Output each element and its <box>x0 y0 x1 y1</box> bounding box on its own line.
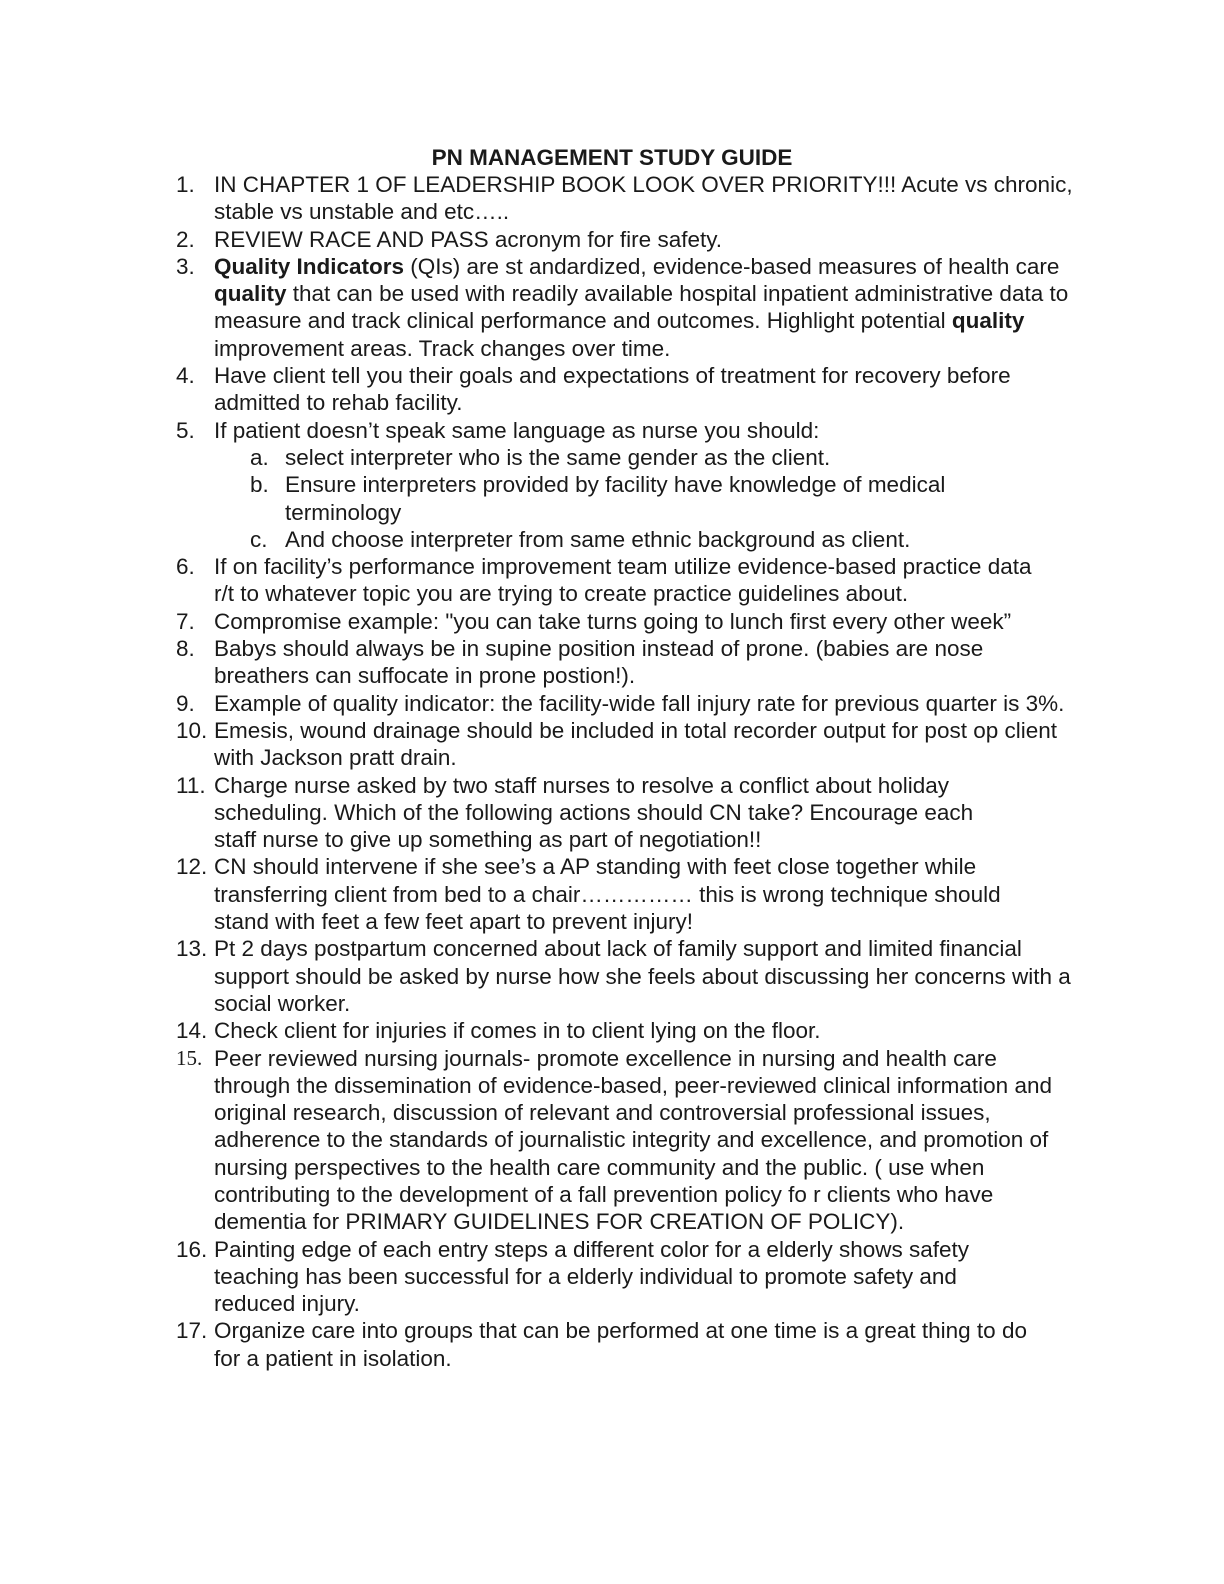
item-text: CN should intervene if she see’s a AP standing with feet close together while transferring client from bed to a chair…………… this is wrong technique should stand with feet a few feet apart to prevent injury! <box>214 854 1001 935</box>
list-item <box>0 1017 1224 1044</box>
item-text: If on facility’s performance improvement team utilize evidence-based practice data r/t to whatever topic you are trying to create practice guidelines about. <box>214 554 1032 607</box>
item-text: Have client tell you their goals and expectations of treatment for recovery before admitted to rehab facility. <box>214 363 1011 416</box>
study-guide-list <box>0 171 1224 1372</box>
sub-item <box>0 471 1224 526</box>
list-item <box>0 253 1224 362</box>
item-text: Check client for injuries if comes in to client lying on the floor. <box>214 1018 821 1044</box>
list-item <box>0 1317 1224 1372</box>
item-text-segment: that can be used with readily available hospital inpatient administrative data to measure and track clinical performance and outcomes. Highlight potential <box>214 281 1069 334</box>
item-text: If patient doesn’t speak same language as nurse you should: <box>214 417 820 443</box>
item-number: 11. <box>176 772 206 798</box>
item-number: 4. <box>176 363 195 389</box>
item-text <box>214 253 1084 362</box>
item-number: 14. <box>176 1018 208 1044</box>
bold-term: quality <box>214 281 287 307</box>
item-number: 15. <box>176 1045 203 1070</box>
item-number: 10. <box>176 717 208 743</box>
list-item <box>0 1045 1224 1236</box>
item-number: 17. <box>176 1318 208 1344</box>
item-number: 12. <box>176 854 208 880</box>
item-text-segment: improvement areas. Track changes over time. <box>214 335 671 361</box>
list-item <box>0 772 1224 854</box>
list-item <box>0 690 1224 717</box>
list-item <box>0 226 1224 253</box>
sub-item-letter: a. <box>250 444 269 470</box>
sub-item <box>0 526 1224 553</box>
sub-item-text: Ensure interpreters provided by facility have knowledge of medical terminology <box>285 472 946 525</box>
list-item <box>0 853 1224 935</box>
item-number: 8. <box>176 636 195 662</box>
list-item <box>0 553 1224 608</box>
item-number: 13. <box>176 936 208 962</box>
item-text: Babys should always be in supine position instead of prone. (babies are nose breathers can suffocate in prone postion!). <box>214 636 984 689</box>
item-text-segment: (QIs) are st andardized, evidence-based measures of health care <box>404 253 1060 279</box>
sub-item-letter: b. <box>250 472 269 498</box>
item-number: 1. <box>176 172 195 197</box>
item-number: 7. <box>176 608 195 634</box>
list-item <box>0 608 1224 635</box>
list-item <box>0 1236 1224 1318</box>
bold-term: quality <box>951 308 1025 334</box>
list-item <box>0 635 1224 690</box>
item-text: Painting edge of each entry steps a different color for a elderly shows safety teaching has been successful for a elderly individual to promote safety and reduced injury. <box>214 1236 970 1317</box>
item-number: 16. <box>176 1236 208 1262</box>
item-text: Example of quality indicator: the facility-wide fall injury rate for previous quarter is 3%. <box>214 690 1065 716</box>
list-item <box>0 417 1224 553</box>
item-text: IN CHAPTER 1 OF LEADERSHIP BOOK LOOK OVER PRIORITY!!! Acute vs chronic, stable vs unstable and etc….. <box>214 172 1073 225</box>
list-item <box>0 717 1224 772</box>
item-number: 9. <box>176 690 195 716</box>
item-text: Compromise example: "you can take turns going to lunch first every other week” <box>214 608 1012 634</box>
sub-item-text: And choose interpreter from same ethnic background as client. <box>285 526 911 552</box>
list-item <box>0 935 1224 1017</box>
bold-term: Quality Indicators <box>214 253 405 279</box>
item-number: 6. <box>176 554 195 580</box>
item-text: REVIEW RACE AND PASS acronym for fire safety. <box>214 226 723 252</box>
item-text: Charge nurse asked by two staff nurses to resolve a conflict about holiday scheduling. Which of the following actions should CN take? Encourage each staff nurse to give up something as part of negotiation!! <box>214 772 974 853</box>
list-item <box>0 362 1224 417</box>
item-number: 3. <box>176 253 195 279</box>
item-text: Organize care into groups that can be performed at one time is a great thing to do for a patient in isolation. <box>214 1318 1027 1371</box>
item-number: 5. <box>176 417 195 443</box>
item-text: Pt 2 days postpartum concerned about lack of family support and limited financial support should be asked by nurse how she feels about discussing her concerns with a social worker. <box>214 936 1071 1016</box>
item-text: Emesis, wound drainage should be included in total recorder output for post op client with Jackson pratt drain. <box>214 717 1058 771</box>
sub-item-letter: c. <box>250 526 268 552</box>
page-title: PN MANAGEMENT STUDY GUIDE <box>431 145 793 170</box>
item-text: Peer reviewed nursing journals- promote excellence in nursing and health care through the dissemination of evidence-based, peer-reviewed clinical information and original research, discussion of relevant and controversial professional issues, adherence to the standards of journalistic integrity and excellence, and promotion of nursing perspectives to the health care community and the public. ( use when contributing to the development of a fall prevention policy fo r clients who have dementia for PRIMARY GUIDELINES FOR CREATION OF POLICY). <box>214 1045 1052 1235</box>
sub-item <box>0 444 1224 471</box>
sub-item-text: select interpreter who is the same gender as the client. <box>285 444 831 470</box>
list-item <box>0 171 1224 226</box>
item-number: 2. <box>176 226 195 252</box>
